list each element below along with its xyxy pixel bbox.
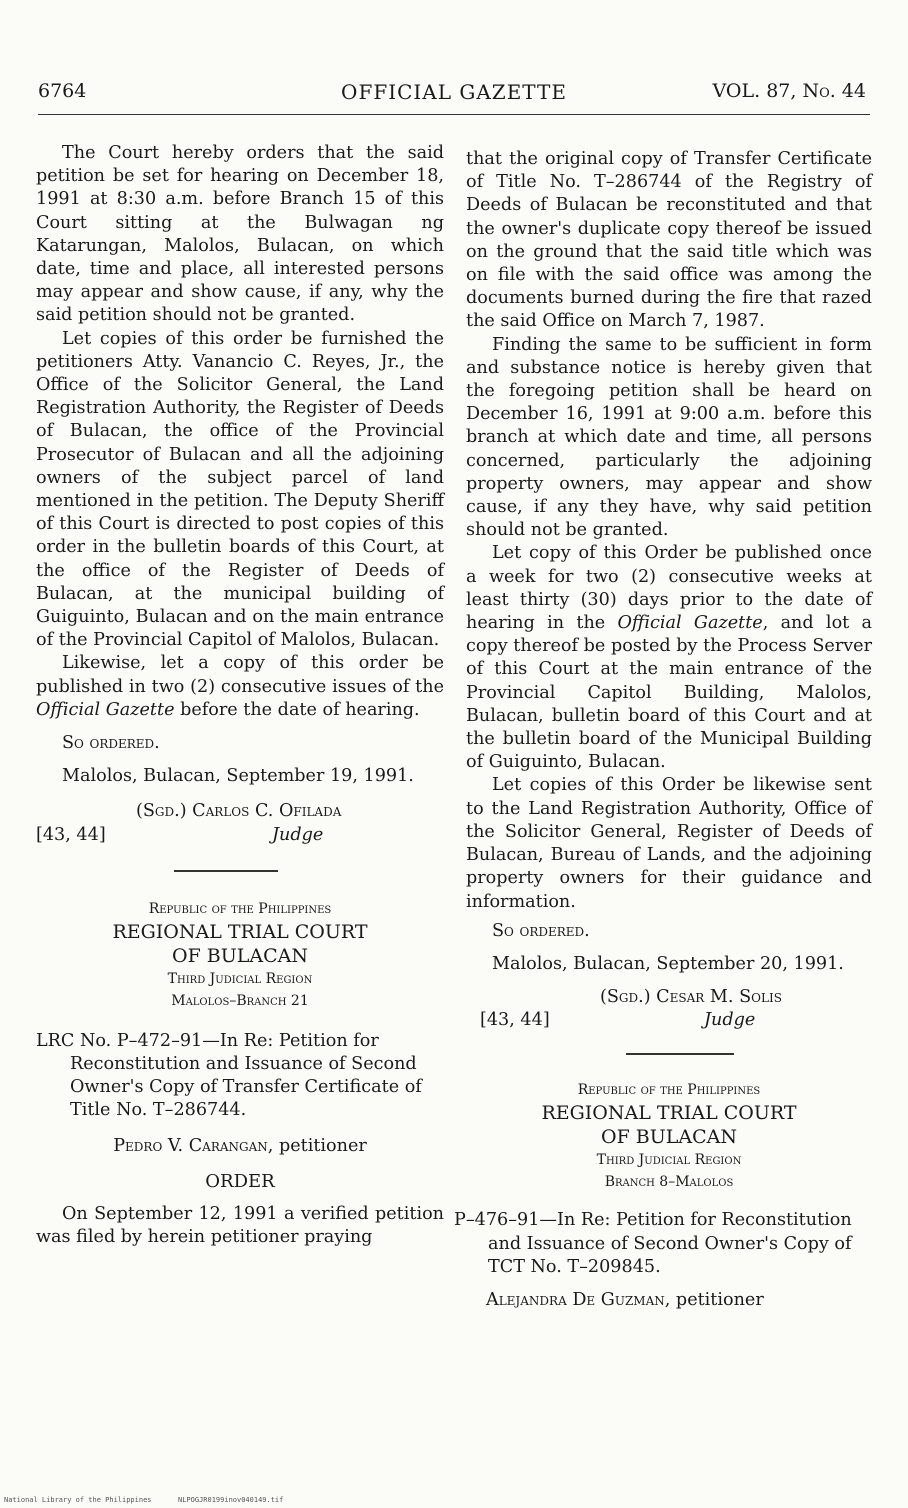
court-republic: Republic of the Philippines [577, 1082, 761, 1099]
section-rule [626, 1053, 734, 1055]
paragraph: Let copies of this Order be likewise sent to the Land Registration Authority, Office of the Solicitor General, Register of Deeds of Bulacan, Bureau of Lands, and the adjoining property owners for their guidance and information. [466, 775, 872, 912]
judge-title: Judge [272, 824, 324, 845]
court-province: OF BULACAN [172, 944, 308, 967]
publication-title: OFFICIAL GAZETTE [341, 80, 567, 104]
court-heading [36, 898, 444, 1012]
signature: (Sgd.) Cesar M. Solis [600, 987, 782, 1008]
reference: [43, 44] [480, 1010, 550, 1031]
court-republic: Republic of the Philippines [148, 900, 332, 917]
paragraph: On September 12, 1991 a verified petition was filed by herein petitioner praying [36, 1203, 444, 1248]
place-date: Malolos, Bulacan, September 19, 1991. [62, 766, 414, 787]
library-credit: National Library of the Philippines [4, 1496, 152, 1504]
reference: [43, 44] [36, 824, 106, 845]
court-branch: Branch 8–Malolos [604, 1174, 734, 1191]
paragraph: Likewise, let a copy of this order be published in two (2) consecutive issues of the Official Gazette before the date of hearing. [36, 653, 444, 720]
section-rule [174, 870, 278, 872]
page-number: 6764 [38, 80, 87, 102]
right-column [454, 148, 873, 1312]
paragraph: The Court hereby orders that the said petition be set for hearing on December 18, 1991 at 8:30 a.m. before Branch 15 of this Court sitting at the Bulwagan ng Katarungan, Malolos, Bulacan, on which date, time and place, all interested persons may appear and show cause, if any, why the said petition should not be granted. [36, 143, 444, 326]
court-name: REGIONAL TRIAL COURT [541, 1102, 797, 1125]
petitioner: Alejandra De Guzman, petitioner [486, 1289, 764, 1310]
paragraph: Let copy of this Order be published once a week for two (2) consecutive weeks at least thirty (30) days prior to the date of hearing in the Official Gazette, and lot a copy thereof be posted by the Process Server of this Court at the main entrance of the Provincial Capitol Building, Malolos, Bulacan, bulletin board of this Court and at the bulletin board of the Municipal Building of Guiguinto, Bulacan. [466, 543, 873, 773]
judge-title: Judge [704, 1010, 756, 1031]
volume-number: VOL. 87, No. 44 [712, 80, 866, 102]
court-heading [466, 1079, 872, 1193]
case-caption: LRC No. P–472–91—In Re: Petition for Reconstitution and Issuance of Second Owner's Copy of Transfer Certificate of Title No. T–286744. [36, 1030, 422, 1121]
petitioner: Pedro V. Carangan, petitioner [113, 1135, 367, 1156]
file-name: NLPOGJR0199inov040149.tif [178, 1496, 284, 1504]
header-rule [38, 114, 870, 115]
signature: (Sgd.) Carlos C. Ofilada [136, 801, 342, 822]
court-branch: Malolos–Branch 21 [171, 992, 309, 1009]
paragraph: Let copies of this order be furnished the petitioners Atty. Vanancio C. Reyes, Jr., the Office of the Solicitor General, the Land Registration Authority, the Register of Deeds of Bulacan, the office of the Provincial Prosecutor of Bulacan and all the adjoining owners of the subject parcel of land mentioned in the petition. The Deputy Sheriff of this Court is directed to post copies of this order in the bulletin boards of this Court, at the office of the Register of Deeds of Bulacan, at the municipal building of Guiguinto, Bulacan and on the main entrance of the Provincial Capitol of Malolos, Bulacan. [36, 328, 444, 651]
court-name: REGIONAL TRIAL COURT [112, 920, 368, 943]
case-caption: P–476–91—In Re: Petition for Reconstitution and Issuance of Second Owner's Copy of TCT No. T–209845. [454, 1210, 852, 1277]
court-region: Third Judicial Region [596, 1152, 742, 1169]
place-date: Malolos, Bulacan, September 20, 1991. [492, 953, 844, 974]
so-ordered: So ordered. [492, 920, 590, 941]
order-title: ORDER [205, 1170, 275, 1192]
court-province: OF BULACAN [601, 1126, 737, 1149]
so-ordered: So ordered. [62, 733, 160, 754]
paragraph: Finding the same to be sufficient in form and substance notice is hereby given that the foregoing petition shall be heard on December 16, 1991 at 9:00 a.m. before this branch at which date and time, all persons concerned, particularly the adjoining property owners, may appear and show cause, if any they have, why said petition should not be granted. [466, 334, 872, 541]
left-column [36, 142, 444, 1249]
paragraph: that the original copy of Transfer Certificate of Title No. T–286744 of the Registry of Deeds of Bulacan be reconstituted and that the owner's duplicate copy thereof be issued on the ground that the said title which was on file with the said office was among the documents burned during the fire that razed the said Office on March 7, 1987. [466, 149, 872, 332]
court-region: Third Judicial Region [167, 970, 313, 987]
